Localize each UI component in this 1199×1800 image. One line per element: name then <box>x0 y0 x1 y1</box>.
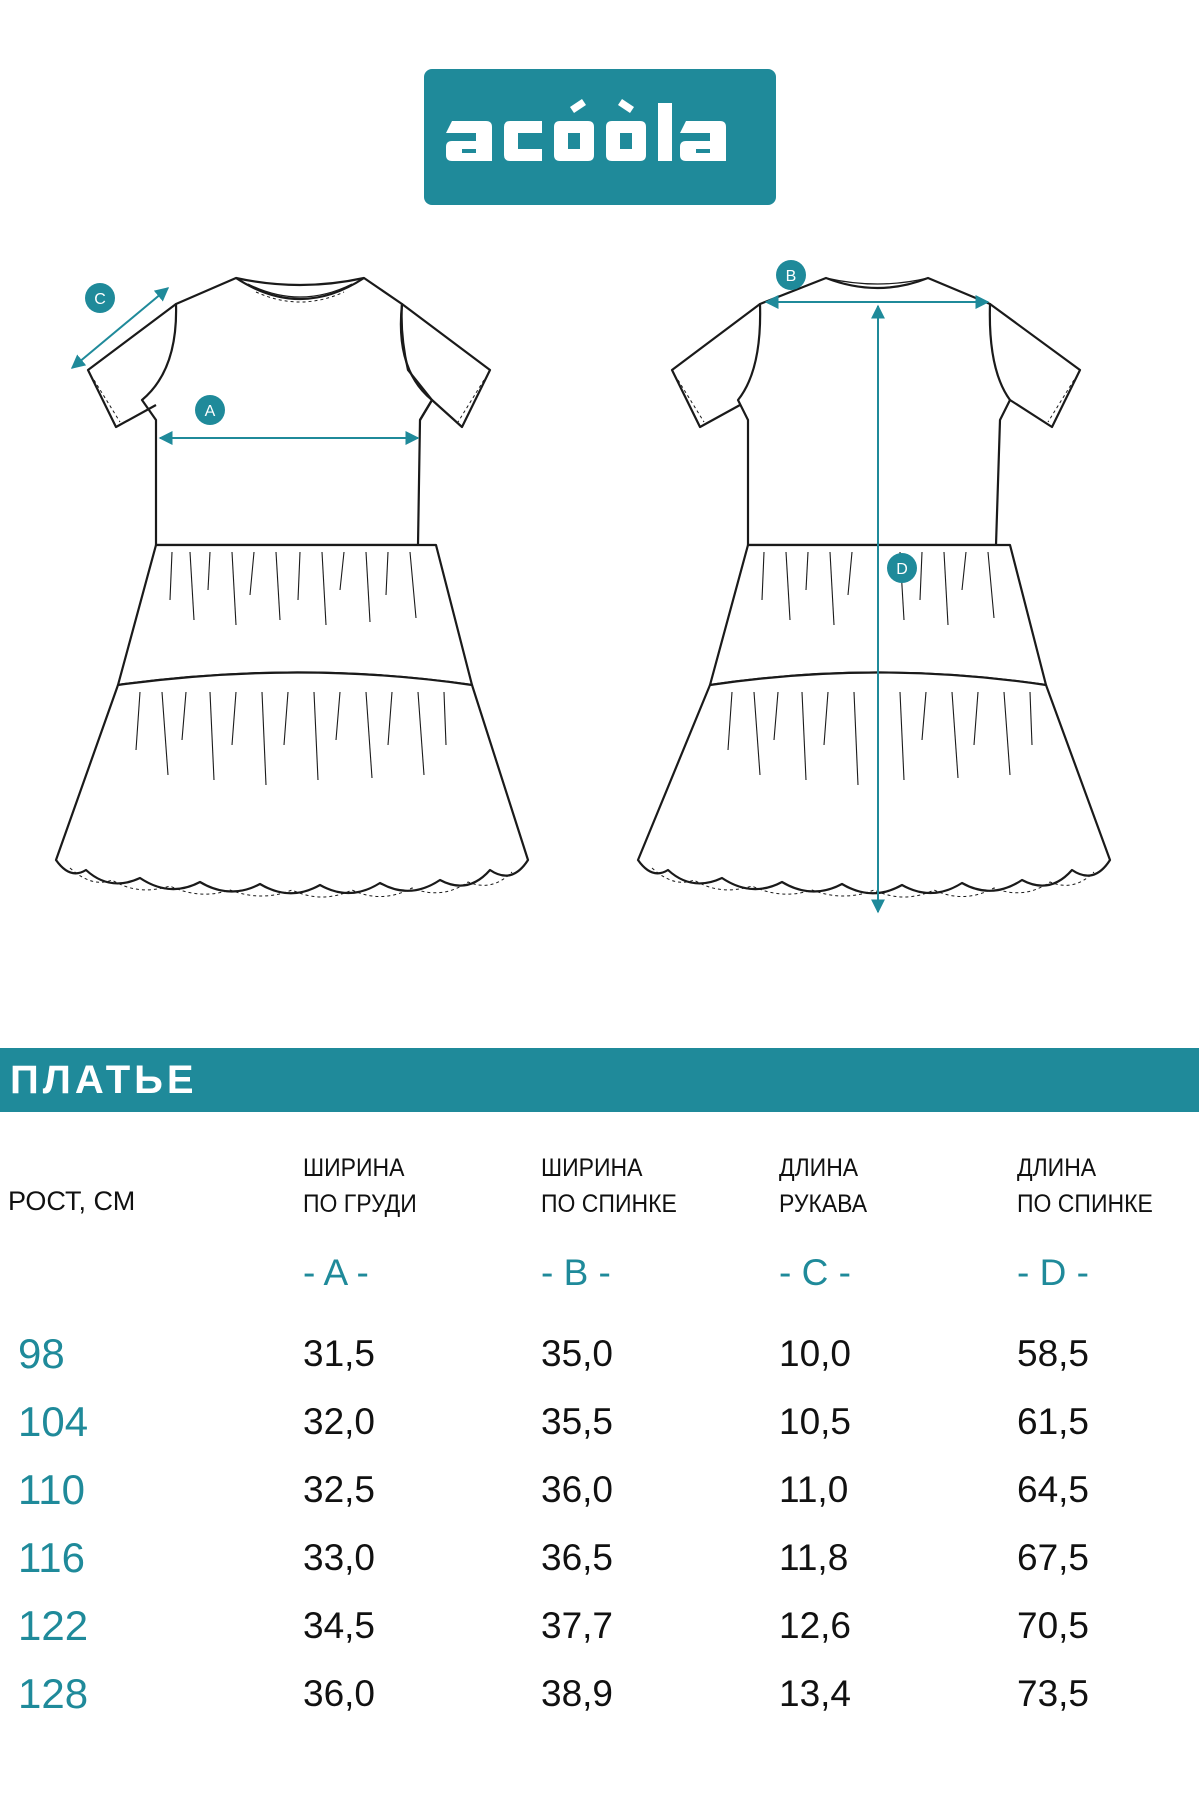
back-width-value: 38,9 <box>541 1673 614 1714</box>
column-header-a <box>303 1150 417 1222</box>
height-value: 122 <box>18 1602 89 1649</box>
column-letter-a: - A - <box>303 1252 369 1293</box>
chest-width-value: 36,0 <box>303 1673 376 1714</box>
table-row <box>0 1464 1199 1524</box>
back-width-value: 36,0 <box>541 1469 614 1510</box>
chest-width-value: 32,5 <box>303 1469 376 1510</box>
column-header-line2: ПО СПИНКЕ <box>1017 1190 1153 1218</box>
front-view <box>56 278 528 897</box>
chest-width-value: 31,5 <box>303 1333 376 1374</box>
height-value: 110 <box>18 1466 85 1513</box>
chest-width-value: 33,0 <box>303 1537 376 1578</box>
sleeve-length-value: 11,8 <box>779 1537 849 1578</box>
back-width-value: 36,5 <box>541 1537 614 1578</box>
sleeve-length-value: 12,6 <box>779 1605 852 1646</box>
dress-technical-drawing <box>0 240 1199 940</box>
column-header-line1: ДЛИНА <box>1017 1154 1097 1182</box>
back-length-value: 73,5 <box>1017 1673 1090 1714</box>
column-header-line1: ШИРИНА <box>303 1154 405 1182</box>
back-length-value: 64,5 <box>1017 1469 1090 1510</box>
sleeve-length-value: 11,0 <box>779 1469 849 1510</box>
table-row <box>0 1600 1199 1660</box>
column-header-c <box>779 1150 867 1222</box>
back-width-value: 35,0 <box>541 1333 614 1374</box>
brand-logo <box>424 69 776 205</box>
table-row <box>0 1396 1199 1456</box>
column-header-d <box>1017 1150 1153 1222</box>
acoola-logo-mark <box>424 69 776 205</box>
chest-width-value: 32,0 <box>303 1401 376 1442</box>
back-width-value: 37,7 <box>541 1605 614 1646</box>
back-length-value: 70,5 <box>1017 1605 1090 1646</box>
sleeve-length-value: 10,0 <box>779 1333 852 1374</box>
back-length-value: 67,5 <box>1017 1537 1090 1578</box>
height-value: 104 <box>18 1398 89 1445</box>
marker-c-label: C <box>94 291 106 308</box>
column-header-line1: ДЛИНА <box>779 1154 859 1182</box>
column-letter-b: - B - <box>541 1252 611 1293</box>
height-header: РОСТ, СМ <box>8 1186 136 1216</box>
marker-d-label: D <box>896 561 908 578</box>
column-header-line2: ПО ГРУДИ <box>303 1190 417 1218</box>
sleeve-length-value: 13,4 <box>779 1673 852 1714</box>
column-header-b <box>541 1150 677 1222</box>
back-view <box>638 278 1110 897</box>
table-row <box>0 1668 1199 1728</box>
column-header-line1: ШИРИНА <box>541 1154 643 1182</box>
title-banner <box>0 1048 1199 1112</box>
marker-a-label: A <box>204 403 216 420</box>
height-value: 116 <box>18 1534 85 1581</box>
table-row <box>0 1532 1199 1592</box>
height-value: 98 <box>18 1330 65 1377</box>
back-width-value: 35,5 <box>541 1401 614 1442</box>
height-value: 128 <box>18 1670 89 1717</box>
column-header-line2: РУКАВА <box>779 1190 868 1218</box>
sleeve-length-value: 10,5 <box>779 1401 852 1442</box>
column-letter-d: - D - <box>1017 1252 1089 1293</box>
column-letter-c: - C - <box>779 1252 851 1293</box>
column-header-line2: ПО СПИНКЕ <box>541 1190 677 1218</box>
chest-width-value: 34,5 <box>303 1605 376 1646</box>
marker-b-label: B <box>785 268 797 285</box>
back-length-value: 58,5 <box>1017 1333 1090 1374</box>
back-length-value: 61,5 <box>1017 1401 1090 1442</box>
table-row <box>0 1328 1199 1388</box>
product-title: ПЛАТЬЕ <box>10 1058 198 1102</box>
